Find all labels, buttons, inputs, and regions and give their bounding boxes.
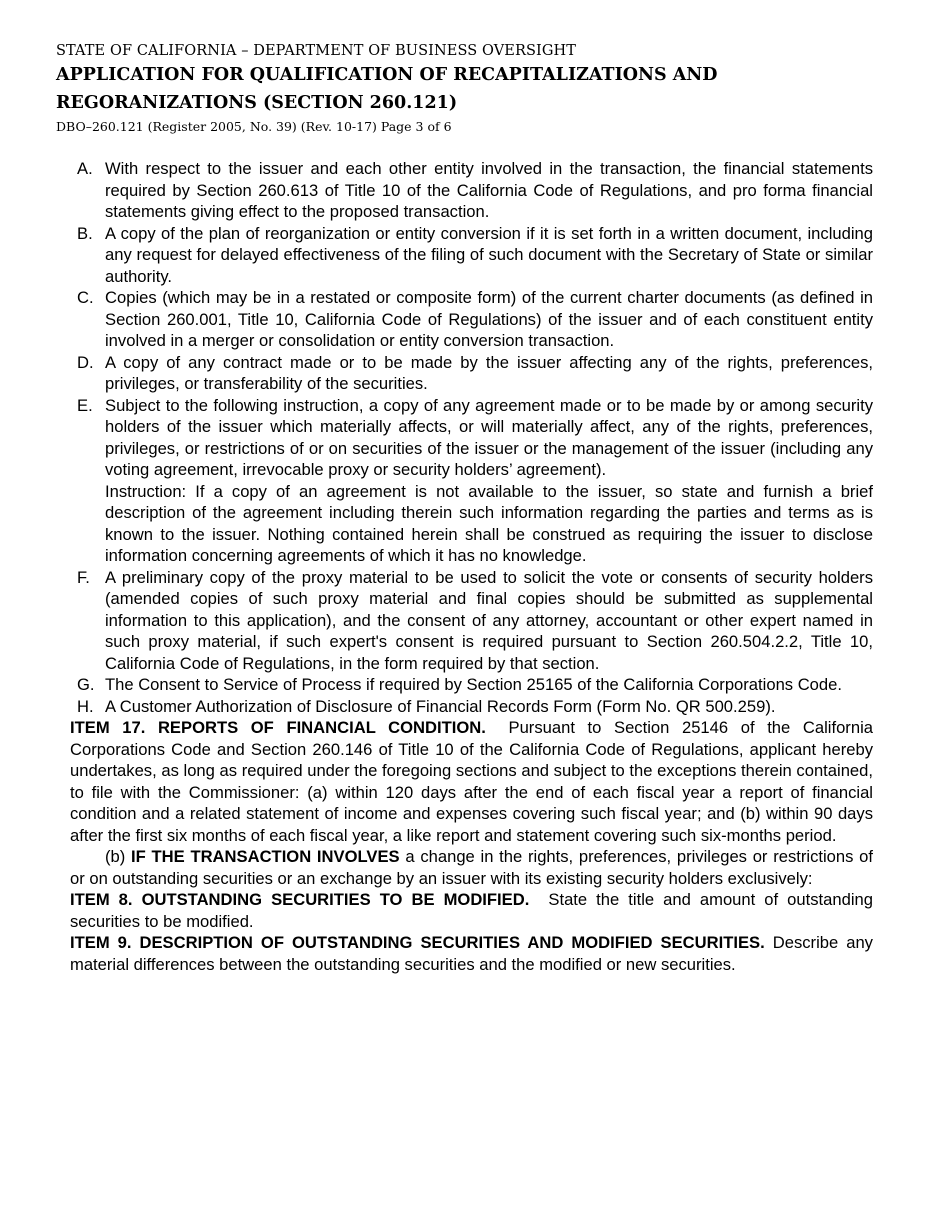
- exhibit-item-h: [70, 696, 873, 718]
- exhibit-instruction: Instruction: If a copy of an agreement is not available to the issuer, so state and furnish a brief description of the agreement including therein such information regarding the parties and terms as is known to the issuer. Nothing contained herein shall be construed as requiring the issuer to disclose information concerning agreements of which it has no knowledge.: [105, 481, 873, 565]
- exhibit-item-d: [70, 352, 873, 395]
- exhibit-letter: F.: [77, 567, 90, 587]
- exhibit-letter: G.: [77, 675, 95, 694]
- item-8-paragraph: [70, 889, 873, 932]
- exhibit-text: Subject to the following instruction, a copy of any agreement made or to be made by or among security holders of the issuer which materially affects, or will materially affect, any of the rights, preferences, privileges, or restrictions of or on securities of the issuer or the management of the issuer (including any voting agreement, irrevocable proxy or security holders’ agreement).: [105, 395, 873, 479]
- subsection-b-paragraph: [70, 846, 873, 889]
- document-header: [56, 42, 876, 136]
- exhibit-letter: H.: [77, 696, 94, 716]
- exhibit-text: Copies (which may be in a restated or composite form) of the current charter documents (as defined in Section 260.001, Title 10, California Code of Regulations) of the issuer and of each constituent entity involved in a merger or consolidation or entity conversion transaction.: [105, 288, 873, 350]
- agency-name: STATE OF CALIFORNIA – DEPARTMENT OF BUSINESS OVERSIGHT: [56, 43, 577, 59]
- form-title: [56, 61, 876, 117]
- exhibit-text: The Consent to Service of Process if required by Section 25165 of the California Corporations Code.: [105, 675, 842, 694]
- document-body: [70, 158, 873, 975]
- item-8-heading: ITEM 8. OUTSTANDING SECURITIES TO BE MODIFIED.: [70, 890, 530, 909]
- subsection-b-heading: IF THE TRANSACTION INVOLVES: [131, 847, 400, 866]
- item-9-paragraph: [70, 932, 873, 975]
- exhibit-text: A copy of the plan of reorganization or entity conversion if it is set forth in a written document, including any request for delayed effectiveness of the filing of such document with the Secretary of State or similar authority.: [105, 223, 873, 286]
- item-17-heading: ITEM 17. REPORTS OF FINANCIAL CONDITION.: [70, 718, 486, 737]
- exhibit-letter: D.: [77, 352, 94, 372]
- exhibit-text: A preliminary copy of the proxy material to be used to solicit the vote or consents of security holders (amended copies of such proxy material and final copies should be submitted as supplemental information to this application), and the consent of any attorney, accountant or other expert named in such proxy material, if such expert's consent is required pursuant to Section 260.504.2.2, Title 10, California Code of Regulations, in the form required by that section.: [105, 567, 873, 673]
- subsection-b-text: a change in the rights, preferences, privileges or restrictions of or on outstanding securities or an exchange by an issuer with its existing security holders exclusively:: [70, 847, 873, 888]
- exhibit-letter: B.: [77, 223, 93, 243]
- exhibit-list: [70, 158, 873, 717]
- subsection-b-prefix: (b): [105, 847, 126, 866]
- form-title-line2: REGORANIZATIONS (SECTION 260.121): [56, 93, 458, 113]
- exhibit-item-a: [70, 158, 873, 223]
- form-reference: DBO–260.121 (Register 2005, No. 39) (Rev. 10-17) Page 3 of 6: [56, 119, 452, 134]
- exhibit-item-e: [70, 395, 873, 567]
- exhibit-text: With respect to the issuer and each other entity involved in the transaction, the financial statements required by Section 260.613 of Title 10 of the California Code of Regulations, and pro forma financial statements giving effect to the proposed transaction.: [105, 159, 873, 221]
- exhibit-item-c: [70, 287, 873, 352]
- item-17-paragraph: [70, 717, 873, 846]
- item-8-text: State the title and amount of outstanding securities to be modified.: [70, 890, 873, 931]
- exhibit-letter: E.: [77, 395, 93, 415]
- exhibit-item-f: [70, 567, 873, 675]
- exhibit-text: A Customer Authorization of Disclosure of Financial Records Form (Form No. QR 500.259).: [105, 696, 776, 716]
- exhibit-item-g: [70, 674, 873, 696]
- exhibit-item-b: [70, 223, 873, 288]
- form-title-line1: APPLICATION FOR QUALIFICATION OF RECAPITALIZATIONS AND: [56, 65, 718, 85]
- exhibit-letter: C.: [77, 288, 94, 307]
- item-9-heading: ITEM 9. DESCRIPTION OF OUTSTANDING SECURITIES AND MODIFIED SECURITIES.: [70, 933, 765, 952]
- item-9-text: Describe any material differences between the outstanding securities and the modified or new securities.: [70, 933, 873, 974]
- exhibit-letter: A.: [77, 159, 93, 178]
- item-17-text: Pursuant to Section 25146 of the California Corporations Code and Section 260.146 of Title 10 of the California Code of Regulations, applicant hereby undertakes, as long as required under the foregoing sections and subject to the exceptions therein contained, to file with the Commissioner: (a) within 120 days after the end of each fiscal year a report of financial condition and a related statement of income and expenses covering such fiscal year; and (b) within 90 days after the first six months of each fiscal year, a like report and statement covering such six-months period.: [70, 718, 873, 845]
- exhibit-text: A copy of any contract made or to be made by the issuer affecting any of the rights, preferences, privileges, or transferability of the securities.: [105, 352, 873, 393]
